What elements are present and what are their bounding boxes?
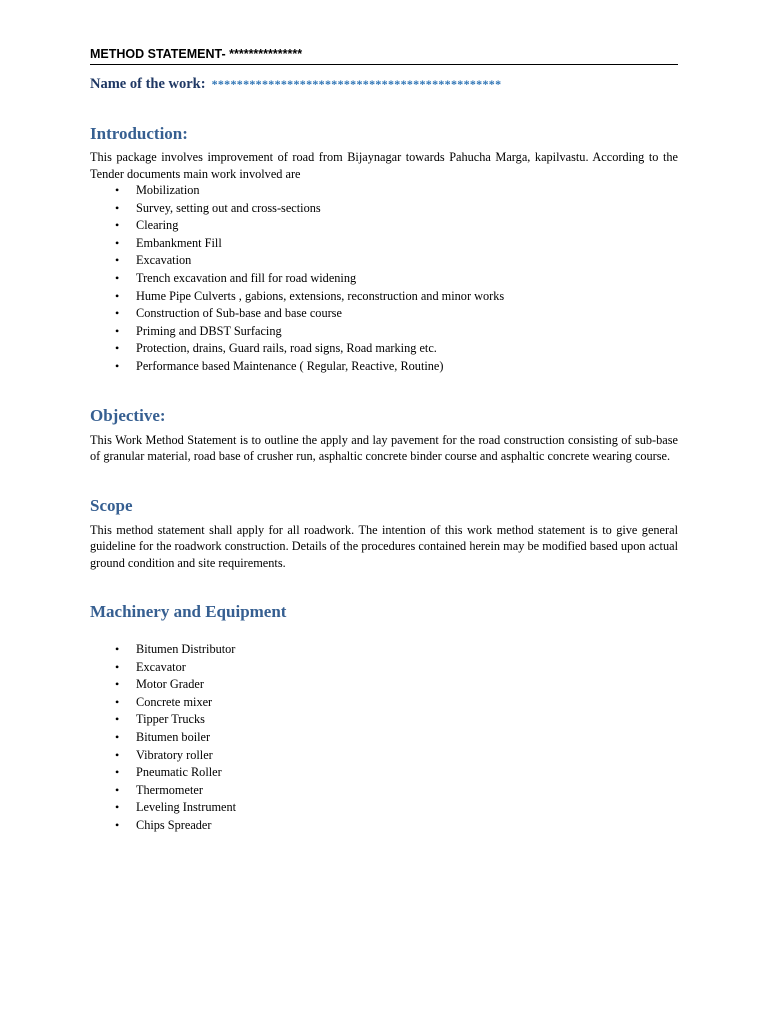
list-item-text: Bitumen Distributor [136,642,236,657]
bullet-icon: • [115,270,120,285]
list-item-text: Bitumen boiler [136,730,211,744]
list-item [90,305,678,323]
list-item-text: Protection, drains, Guard rails, road signs, Road marking etc. [136,341,437,356]
list-item-text: Mobilization [136,183,200,197]
list-item [90,817,678,835]
list-item-text: Concrete mixer [136,694,213,709]
machinery-list [90,641,678,835]
list-item [90,235,678,253]
list-item [90,729,678,747]
list-item-text: Construction of Sub-base and base course [136,306,342,321]
list-item [90,676,678,694]
list-item [90,694,678,712]
list-item [90,323,678,341]
scope-section [90,495,678,572]
work-name-label: Name of the work: [90,76,206,92]
list-item [90,641,678,659]
list-item [90,217,678,235]
list-item [90,799,678,817]
bullet-icon: • [115,235,120,250]
list-item-text: Embankment Fill [136,235,222,250]
list-item [90,182,678,200]
list-item [90,288,678,306]
work-name-value: ********************************************** [211,77,502,91]
machinery-heading: Machinery and Equipment [90,602,287,622]
list-item [90,252,678,270]
bullet-icon: • [115,730,120,744]
bullet-icon: • [115,747,120,762]
bullet-icon: • [115,288,120,303]
bullet-icon: • [115,817,120,832]
list-item-text: Tipper Trucks [136,712,205,727]
introduction-list [90,182,678,376]
list-item-text: Pneumatic Roller [136,765,222,780]
list-item [90,659,678,677]
bullet-icon: • [115,323,120,338]
bullet-icon: • [115,659,120,674]
list-item-text: Leveling Instrument [136,800,237,815]
scope-heading: Scope [90,495,133,515]
list-item [90,340,678,358]
scope-paragraph: This method statement shall apply for all roadwork. The intention of this work method statement is to give general guideline for the roadwork construction. Details of the procedures contained herein may be modified based upon actual ground condition and site requirements. [90,522,678,570]
machinery-section [90,601,678,835]
bullet-icon: • [115,712,120,727]
bullet-icon: • [115,183,120,197]
bullet-icon: • [115,218,120,233]
list-item-text: Thermometer [136,782,203,797]
bullet-icon: • [115,677,120,692]
list-item-text: Chips Spreader [136,817,212,832]
list-item [90,270,678,288]
list-item-text: Performance based Maintenance ( Regular, Reactive, Routine) [136,358,444,373]
introduction-heading: Introduction: [90,124,188,143]
list-item [90,747,678,765]
list-item-text: Vibratory roller [136,747,213,762]
list-item [90,711,678,729]
list-item [90,764,678,782]
list-item [90,782,678,800]
introduction-section [90,123,678,376]
list-item-text: Excavator [136,659,186,674]
bullet-icon: • [115,765,120,780]
bullet-icon: • [115,800,120,815]
list-item [90,200,678,218]
bullet-icon: • [115,341,120,356]
document-header: METHOD STATEMENT- *************** [90,44,678,65]
list-item-text: Trench excavation and fill for road widening [136,270,357,285]
list-item-text: Excavation [136,253,192,268]
bullet-icon: • [115,694,120,709]
list-item-text: Survey, setting out and cross-sections [136,200,321,215]
bullet-icon: • [115,253,120,268]
bullet-icon: • [115,642,120,657]
list-item [90,358,678,376]
objective-heading: Objective: [90,405,166,425]
list-item-text: Motor Grader [136,677,204,692]
list-item-text: Hume Pipe Culverts , gabions, extensions, reconstruction and minor works [136,288,505,303]
objective-section [90,405,678,465]
bullet-icon: • [115,306,120,321]
list-item-text: Clearing [136,218,179,233]
objective-paragraph: This Work Method Statement is to outline the apply and lay pavement for the road construction consisting of sub-base of granular material, road base of crusher run, asphaltic concrete binder course and asphaltic concrete wearing course. [90,432,678,464]
bullet-icon: • [115,782,120,797]
bullet-icon: • [115,358,120,373]
list-item-text: Priming and DBST Surfacing [136,323,282,338]
work-name-line [90,75,678,93]
bullet-icon: • [115,200,120,215]
document-page [90,44,678,835]
introduction-paragraph: This package involves improvement of road from Bijaynagar towards Pahucha Marga, kapilvastu. According to the Tender documents main work involved are [90,150,678,181]
